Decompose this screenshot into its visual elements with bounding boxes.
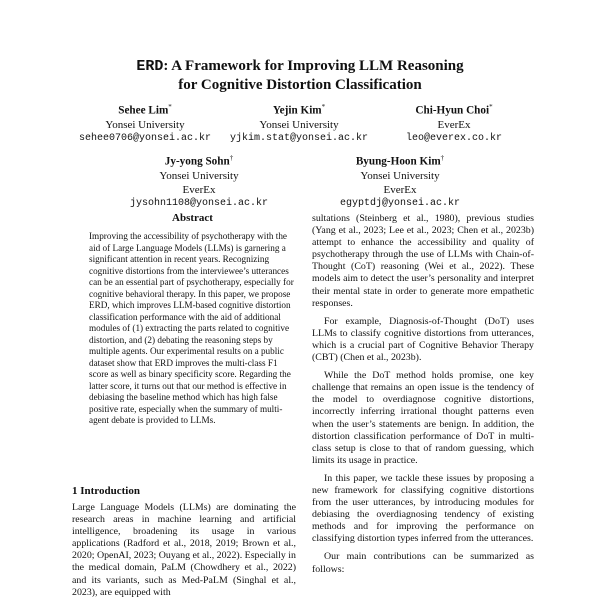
body-paragraph: Our main contributions can be summarized as follows: (312, 551, 534, 575)
author-affiliation: Yonsei University (105, 118, 185, 131)
author-email[interactable]: yjkim.stat@yonsei.ac.kr (229, 132, 369, 144)
author-block (359, 100, 549, 146)
title-line-1 (0, 57, 600, 76)
author-block (104, 151, 294, 211)
body-paragraph: For example, Diagnosis-of-Thought (DoT) uses LLMs to classify cognitive distortions from utterances, which is a crucial part of Cognitive Behavior Therapy (CBT) (Chen et al., 2023b). (312, 315, 534, 364)
paper-title (0, 57, 600, 94)
title-code: ERD (136, 58, 164, 75)
author-affiliation: Yonsei University (360, 169, 440, 182)
right-column (312, 213, 534, 582)
author-affiliation: Yonsei University (259, 118, 339, 131)
author-block (305, 151, 495, 211)
body-paragraph: sultations (Steinberg et al., 1980), previous studies (Yang et al., 2023; Lee et al., 2023; Chen et al., 2023b) attempt to enhance the accessibility and quality of psychotherapy through the use of LLMs with Chain-of-Thought (CoT) reasoning (Wei et al., 2022). These models aim to detect the user’s personality and interpret their mental state in order to generate more empathetic responses. (312, 213, 534, 309)
introduction-text: Large Language Models (LLMs) are dominating the research areas in machine learning and artificial intelligence, broadening its usage in various applications (Radford et al., 2018, 2019; Brown et al., 2020; OpenAI, 2023; Ouyang et al., 2022). Especially in the medical domain, PaLM (Chowdhery et al., 2022) and its variants, such as Med-PaLM (Singhal et al., 2023), are equipped with (72, 502, 296, 598)
author-email[interactable]: leo@everex.co.kr (405, 132, 502, 144)
abstract-heading: Abstract (172, 212, 213, 224)
author-name: Sehee Lim* (118, 103, 172, 117)
author-name: Byung-Hoon Kim† (355, 154, 445, 168)
author-name: Chi-Hyun Choi* (415, 103, 493, 117)
author-affiliation: EverEx (437, 118, 471, 131)
author-affiliation-2: EverEx (182, 183, 216, 196)
abstract-text: Improving the accessibility of psychotherapy with the aid of Large Language Models (LLMs) is garnering a significant attention in recent years. Recognizing cognitive distortions from the interviewee’s utterances can be an essential part of psychotherapy, especially for cognitive behavioral therapy. In this paper, we propose ERD, which improves LLM-based cognitive distortion classification performance with the aid of additional modules of (1) extracting the parts related to cognitive distortion, and (2) debating the reasoning steps by multiple agents. Our experimental results on a public dataset show that ERD improves the multi-class F1 score as well as binary specificity score. Regarding the latter score, it turns out that our method is effective in debiasing the baseline method which has high false positive rate, especially when the summary of multi-agent debate is provided to LLMs. (89, 231, 294, 426)
title-line-1-rest: : A Framework for Improving LLM Reasoning (163, 58, 464, 74)
author-email[interactable]: egyptdj@yonsei.ac.kr (339, 197, 461, 209)
author-name: Yejin Kim* (272, 103, 326, 117)
title-line-2: for Cognitive Distortion Classification (178, 77, 422, 93)
abstract-section (89, 212, 296, 427)
body-paragraph: In this paper, we tackle these issues by proposing a new framework for classifying cognitive distortions from the user utterances, by introducing modules for debiasing the overdiagnosing tendency of existing methods and for improving the performance on classifying distortion types inferred from the utterances. (312, 472, 534, 545)
author-name: Jy-yong Sohn† (164, 154, 234, 168)
body-paragraph: While the DoT method holds promise, one key challenge that remains an open issue is the tendency of the model to overdiagnose cognitive distortions, incorrectly inferring irrational thought patterns even when the user’s statements are benign. In addition, the distortion classification performance of DoT in multi-class setup is close to that of random guessing, which limits its usage in practice. (312, 370, 534, 466)
author-affiliation-2: EverEx (383, 183, 417, 196)
author-email[interactable]: jysohn1108@yonsei.ac.kr (129, 197, 269, 209)
author-affiliation: Yonsei University (159, 169, 239, 182)
introduction-heading: 1 Introduction (72, 485, 140, 497)
author-email[interactable]: sehee0706@yonsei.ac.kr (78, 132, 212, 144)
